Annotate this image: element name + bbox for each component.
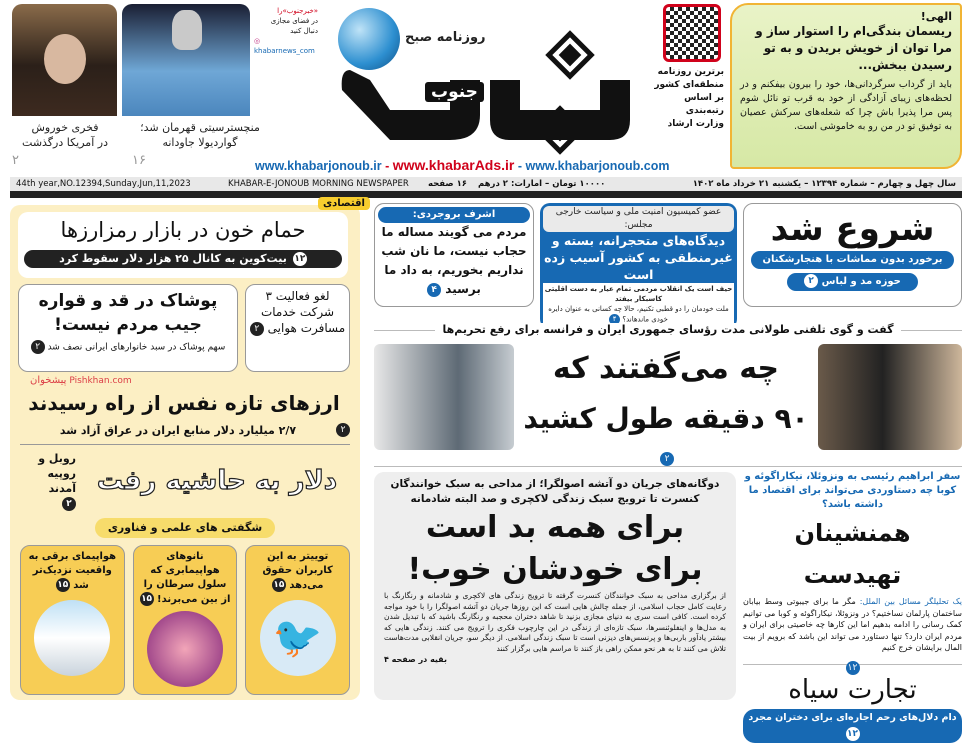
pishkhan-watermark: پیشخوان Pishkhan.com — [30, 375, 132, 386]
logo — [330, 0, 645, 155]
cancer-cell-image — [147, 611, 223, 687]
electric-plane-card[interactable]: هواپیمای برقی به واقعیت نزدیک‌تر شد ۱۵ — [20, 545, 125, 695]
clothes-box: پوشاک در قد و قواره جیب مردم نیست! سهم پوشاک در سبد خانوارهای ایرانی نصف شد ۲ — [18, 284, 238, 372]
url-left[interactable]: www.khabarjonoub.ir — [255, 159, 382, 173]
dollar-row: روبل و روپیه آمدند ۲ دلار به حاشیه رفت — [18, 448, 352, 514]
logo-sub: جنوب — [425, 82, 484, 102]
url-middle[interactable]: www.khabarAds.ir — [392, 157, 515, 173]
qr-code[interactable] — [663, 4, 721, 62]
social-box: «خبرجنوب»را در فضای مجازی دنبال کنید ◎ khabarnews_com — [252, 4, 320, 68]
url-right[interactable]: www.khabarjonoub.com — [525, 159, 670, 173]
page-number: ۲ — [12, 153, 19, 168]
member-box: عضو کمیسیون امنیت ملی و سیاست خارجی مجلس: دیدگاه‌های متحجرانه، بسته و غیرمنطقی به کشور آسیب زده است حیف است یک انقلاب مردمی تمام عیار به دست اقلیتی کاسبکار بیفتد ملت خودمان را دو قطبی تکنیم، حالا چه کسانی به عنوان دایره خودی ماندهاند؟ ۴ — [540, 203, 737, 329]
right-story: سفر ابراهیم رئیسی به ونزوئلا، نیکاراگوئه و کوبا چه دستاوردی می‌تواند برای اقتصاد ما داشته باشد؟ همنشینان تهیدست یک تحلیلگر مسائل بین الملل: مگر ما برای جیبوتی وسط بیابان ساختمان پارلمان نساختیم؟ در ونزوئلا، نیکاراگوئه و کوبا می توانیم کمک رسانی را ادامه بدهیم اما این کارها چه خاصیتی برای ایران و مردم ایران دارد؟ تنها دستاورد می تواند این باشد که برویم از بیت المال برایشان خرج کنیم ۱۲ تجارت سیاه دام دلال‌های رحم اجاره‌ای برای دختران مجرد ۱۲ — [743, 470, 962, 743]
macron-photo — [374, 344, 514, 450]
ashraf-box: اشرف بروجردی: مردم می گویند مساله ما حجاب نیست، ما نان شب نداریم بخوریم، به داد ما برسید ۴ — [374, 203, 534, 307]
divider — [374, 466, 962, 467]
main-headline: چه می‌گفتند که ۹۰ دقیقه طول کشید — [523, 351, 809, 435]
logo-tagline: روزنامه صبح — [405, 30, 486, 45]
actress-caption: فخری خوروش در آمریکا درگذشت — [22, 121, 108, 149]
nano-card[interactable]: نانوهای هواپیمابری که سلول سرطان را از بین می‌برند! ۱۵ — [133, 545, 238, 695]
man-city-photo — [122, 4, 250, 116]
main-kicker: گفت و گوی تلفنی طولانی مدت رؤسای جمهوری ایران و فرانسه برای رفع تحریم‌ها — [374, 322, 962, 331]
rank-text: برترین روزنامه منطقه‌ای کشور بر اساس رتبه‌بندی وزارت ارشاد — [654, 67, 724, 129]
currency-sub: ۲/۷ میلیارد دلار منابع ایران در عراق آزاد شد ۲ — [20, 421, 350, 439]
prayer-box: الهی! ریسمان بندگی‌ام را استوار ساز و مرا توان از خویش بریدن و به تو رسیدن ببخش... باید از گرداب سرگردانی‌ها، خود را بیرون بیفکنم و در لحظه‌های زیبای آزادگی از خود به قرب تو نائل شوم پس مرا پذیرا باش چرا که شعله‌های سرکش عصیان به توفیق تو در من رو به خاموشی است. — [730, 3, 962, 169]
date-bar: 44th year,NO.12394,Sunday,Jun,11,2023 KHABAR-E-JONOUB MORNING NEWSPAPER ۱۶ صفحه ۱۰۰۰۰ تومان – امارات: ۲ درهم سال چهل و چهارم – شماره ۱۲۳۹۴ – یکشنبه ۲۱ خرداد ماه ۱۴۰۲ — [10, 177, 962, 191]
instagram-link[interactable]: khabarnews_com — [254, 47, 315, 55]
science-cards — [20, 545, 350, 695]
airline-box: لغو فعالیت ۳ شرکت خدمات مسافرت هوایی ۲ — [245, 284, 350, 372]
raisi-photo — [818, 344, 962, 450]
page-number: ۱۶ — [132, 153, 146, 168]
continue-link[interactable]: بقیه در صفحه ۴ — [384, 655, 447, 664]
man-city-caption: منچسترسیتی قهرمان شد؛ گواردیولا جاودانه — [140, 121, 260, 149]
section-label: اقتصادی — [318, 197, 370, 210]
science-label: شگفتی های علمی و فناوری — [95, 518, 275, 538]
twitter-card[interactable]: توییتر به این کاربران حقوق می‌دهد ۱۵ 🐦 — [245, 545, 350, 695]
twitter-image: 🐦 — [260, 600, 336, 676]
dollar-side: روبل و روپیه آمدند — [38, 452, 76, 495]
divider — [10, 191, 962, 198]
url-line: www.khabarjonoub.ir - www.khabarAds.ir - www.khabarjonoub.com — [255, 157, 670, 173]
started-box: شروع شد برخورد بدون مماشات با هنجارشکنان حوزه مد و لباس ۲ — [743, 203, 962, 307]
plane-image — [34, 600, 110, 676]
actress-photo — [12, 4, 117, 116]
instagram-icon: ◎ — [254, 37, 261, 45]
center-story: دوگانه‌های جریان دو آتشه اصولگرا؛ از مداحی به سبک خوانندگان کنسرت تا ترویج سبک زندگی لاکچری و صد البته شادمانه برای همه بد است برای خودشان خوب! از برگزاری مداحی به سبک خوانندگان کنسرت گرفته تا ترویج زندگی های لاکچری و شادمانه و رنگارنگ با رعایت کامل حجاب اسلامی، از جمله چالش هایی است که این روزها جریان دو آتشه اصولگرا را با خود مواجه کرده است. کافی است سری به دنیای مجازی بزنید تا شاهد دختران محجبه و رنگارنگ باشید که با تبدیل شدن به مدل‌ها و اینفلوئنسرها، سبک تازه‌ای از زندگی در این چارچوب فکری را ترویج می کنند. زندگی هایی که بیشتر یادآور باربی‌ها و پرنسس‌های دیزنی است تا سبک زندگی اسلامی. از دیگر سو، جریان انقلابی مدت‌هاست تلاش می کنند تا به هر نحو ممکن راهی باز کنند تا مراسم هایی برگزار کنند بقیه در صفحه ۴ — [374, 472, 736, 700]
crypto-headline-box: حمام خون در بازار رمزارزها بیت‌کوین به کانال ۲۵ هزار دلار سقوط کرد ۱۲ — [18, 212, 348, 278]
dollar-headline: دلار به حاشیه رفت — [96, 466, 338, 496]
currency-headline: ارزهای تازه نفس از راه رسیدند — [28, 391, 340, 415]
divider — [20, 444, 350, 445]
